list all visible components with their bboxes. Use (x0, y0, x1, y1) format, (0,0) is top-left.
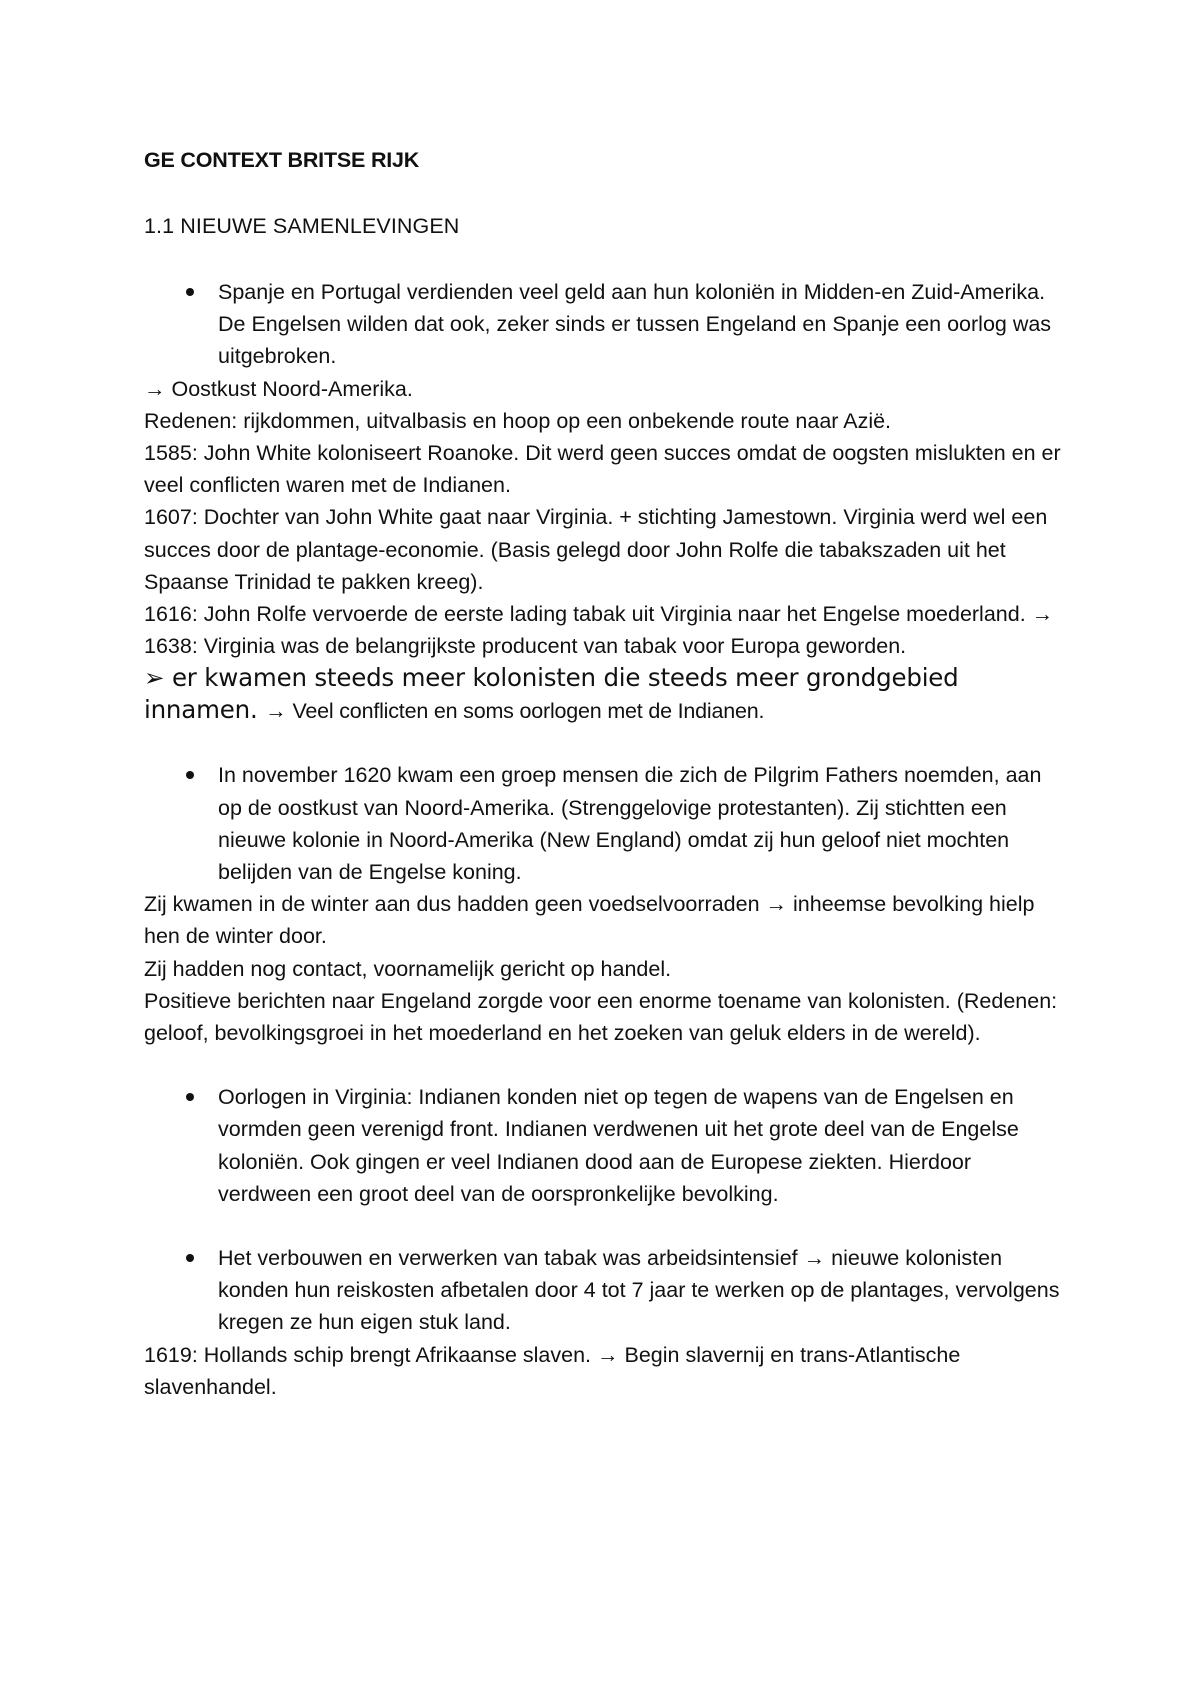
paragraph (144, 888, 1064, 952)
paragraph-text: 1638: Virginia was de belangrijkste producent van tabak voor Europa geworden. (144, 634, 907, 659)
bullet-text: Oorlogen in Virginia: Indianen konden niet op tegen de wapens van de Engelsen en vormden geen verenigd front. Indianen verdwenen uit het grote deel van de Engelse koloniën. Ook gingen er veel Indianen dood aan de Europese ziekten. Hierdoor verdween een groot deel van de oorspronkelijke bevolking. (218, 1085, 1019, 1206)
bullet-item-4 (144, 1242, 1064, 1339)
bullet-text: In november 1620 kwam een groep mensen die zich de Pilgrim Fathers noemden, aan op de oostkust van Noord-Amerika. (Strenggelovige protestanten). Zij stichtten een nieuwe kolonie in Noord-Amerika (New England) omdat zij hun geloof niet mochten belijden van de Engelse koning. (218, 763, 1042, 885)
paragraph (144, 598, 1064, 662)
section-heading: 1.1 NIEUWE SAMENLEVINGEN (144, 214, 460, 238)
bullet-dot-icon (186, 288, 194, 296)
paragraph: Zij hadden nog contact, voornamelijk gericht op handel. (144, 956, 672, 981)
bullet-item-2 (144, 759, 1064, 888)
paragraph-highlight (144, 662, 1064, 727)
paragraph: 1607: Dochter van John White gaat naar Virginia. + stichting Jamestown. Virginia werd wel een succes door de plantage-economie. (Basis gelegd door John Rolfe die tabakszaden uit het Spaanse Trinidad te pakken kreeg). (144, 505, 1048, 594)
paragraph-text: Oostkust Noord-Amerika. (171, 376, 413, 401)
arrowhead-bullet-icon: ➢ (144, 663, 165, 693)
bullet-text: Spanje en Portugal verdienden veel geld aan hun koloniën in Midden-en Zuid-Amerika. De Engelsen wilden dat ook, zeker sinds er tussen Engeland en Spanje een oorlog was uitgebroken. (218, 280, 1052, 369)
paragraph (144, 1339, 1064, 1403)
paragraph-text: 1616: John Rolfe vervoerde de eerste lading tabak uit Virginia naar het Engelse moederland. (144, 602, 1026, 627)
paragraph-text: Veel conflicten en soms oorlogen met de Indianen. (292, 699, 765, 724)
paragraph-text: inheemse bevolking hielp hen de winter door. (144, 892, 1035, 949)
bullet-text: nieuwe kolonisten konden hun reiskosten afbetalen door 4 tot 7 jaar te werken op de plantages, vervolgens kregen ze hun eigen stuk land. (218, 1246, 1060, 1335)
bullet-item-1 (144, 276, 1064, 373)
bullet-item-3 (144, 1081, 1064, 1210)
paragraph-text: er kwamen steeds meer kolonisten die steeds meer grondgebied innamen. (144, 663, 959, 725)
bullet-dot-icon (186, 1254, 194, 1262)
paragraph: 1585: John White koloniseert Roanoke. Dit werd geen succes omdat de oogsten mislukten en er veel conflicten waren met de Indianen. (144, 441, 1061, 498)
right-arrow-icon: → (596, 1342, 619, 1367)
document-title: GE CONTEXT BRITSE RIJK (144, 148, 420, 172)
paragraph (144, 373, 1064, 405)
right-arrow-icon: → (765, 892, 788, 917)
right-arrow-icon: → (144, 376, 166, 401)
bullet-dot-icon (186, 771, 194, 779)
document-body (144, 144, 1064, 1403)
bullet-dot-icon (186, 1093, 194, 1101)
paragraph-text: 1619: Hollands schip brengt Afrikaanse slaven. (144, 1342, 591, 1367)
paragraph: Redenen: rijkdommen, uitvalbasis en hoop op een onbekende route naar Azië. (144, 408, 892, 433)
right-arrow-icon: → (265, 699, 287, 724)
right-arrow-icon: → (803, 1246, 826, 1271)
paragraph-text: Begin slavernij en trans-Atlantische slavenhandel. (144, 1342, 961, 1399)
paragraph: Positieve berichten naar Engeland zorgde voor een enorme toename van kolonisten. (Redenen: geloof, bevolkingsgroei in het moederland en het zoeken van geluk elders in de wereld). (144, 988, 1058, 1046)
bullet-text: Het verbouwen en verwerken van tabak was arbeidsintensief (218, 1246, 798, 1271)
paragraph-text: Zij kwamen in de winter aan dus hadden geen voedselvoorraden (144, 892, 760, 917)
right-arrow-icon: → (1031, 602, 1054, 627)
